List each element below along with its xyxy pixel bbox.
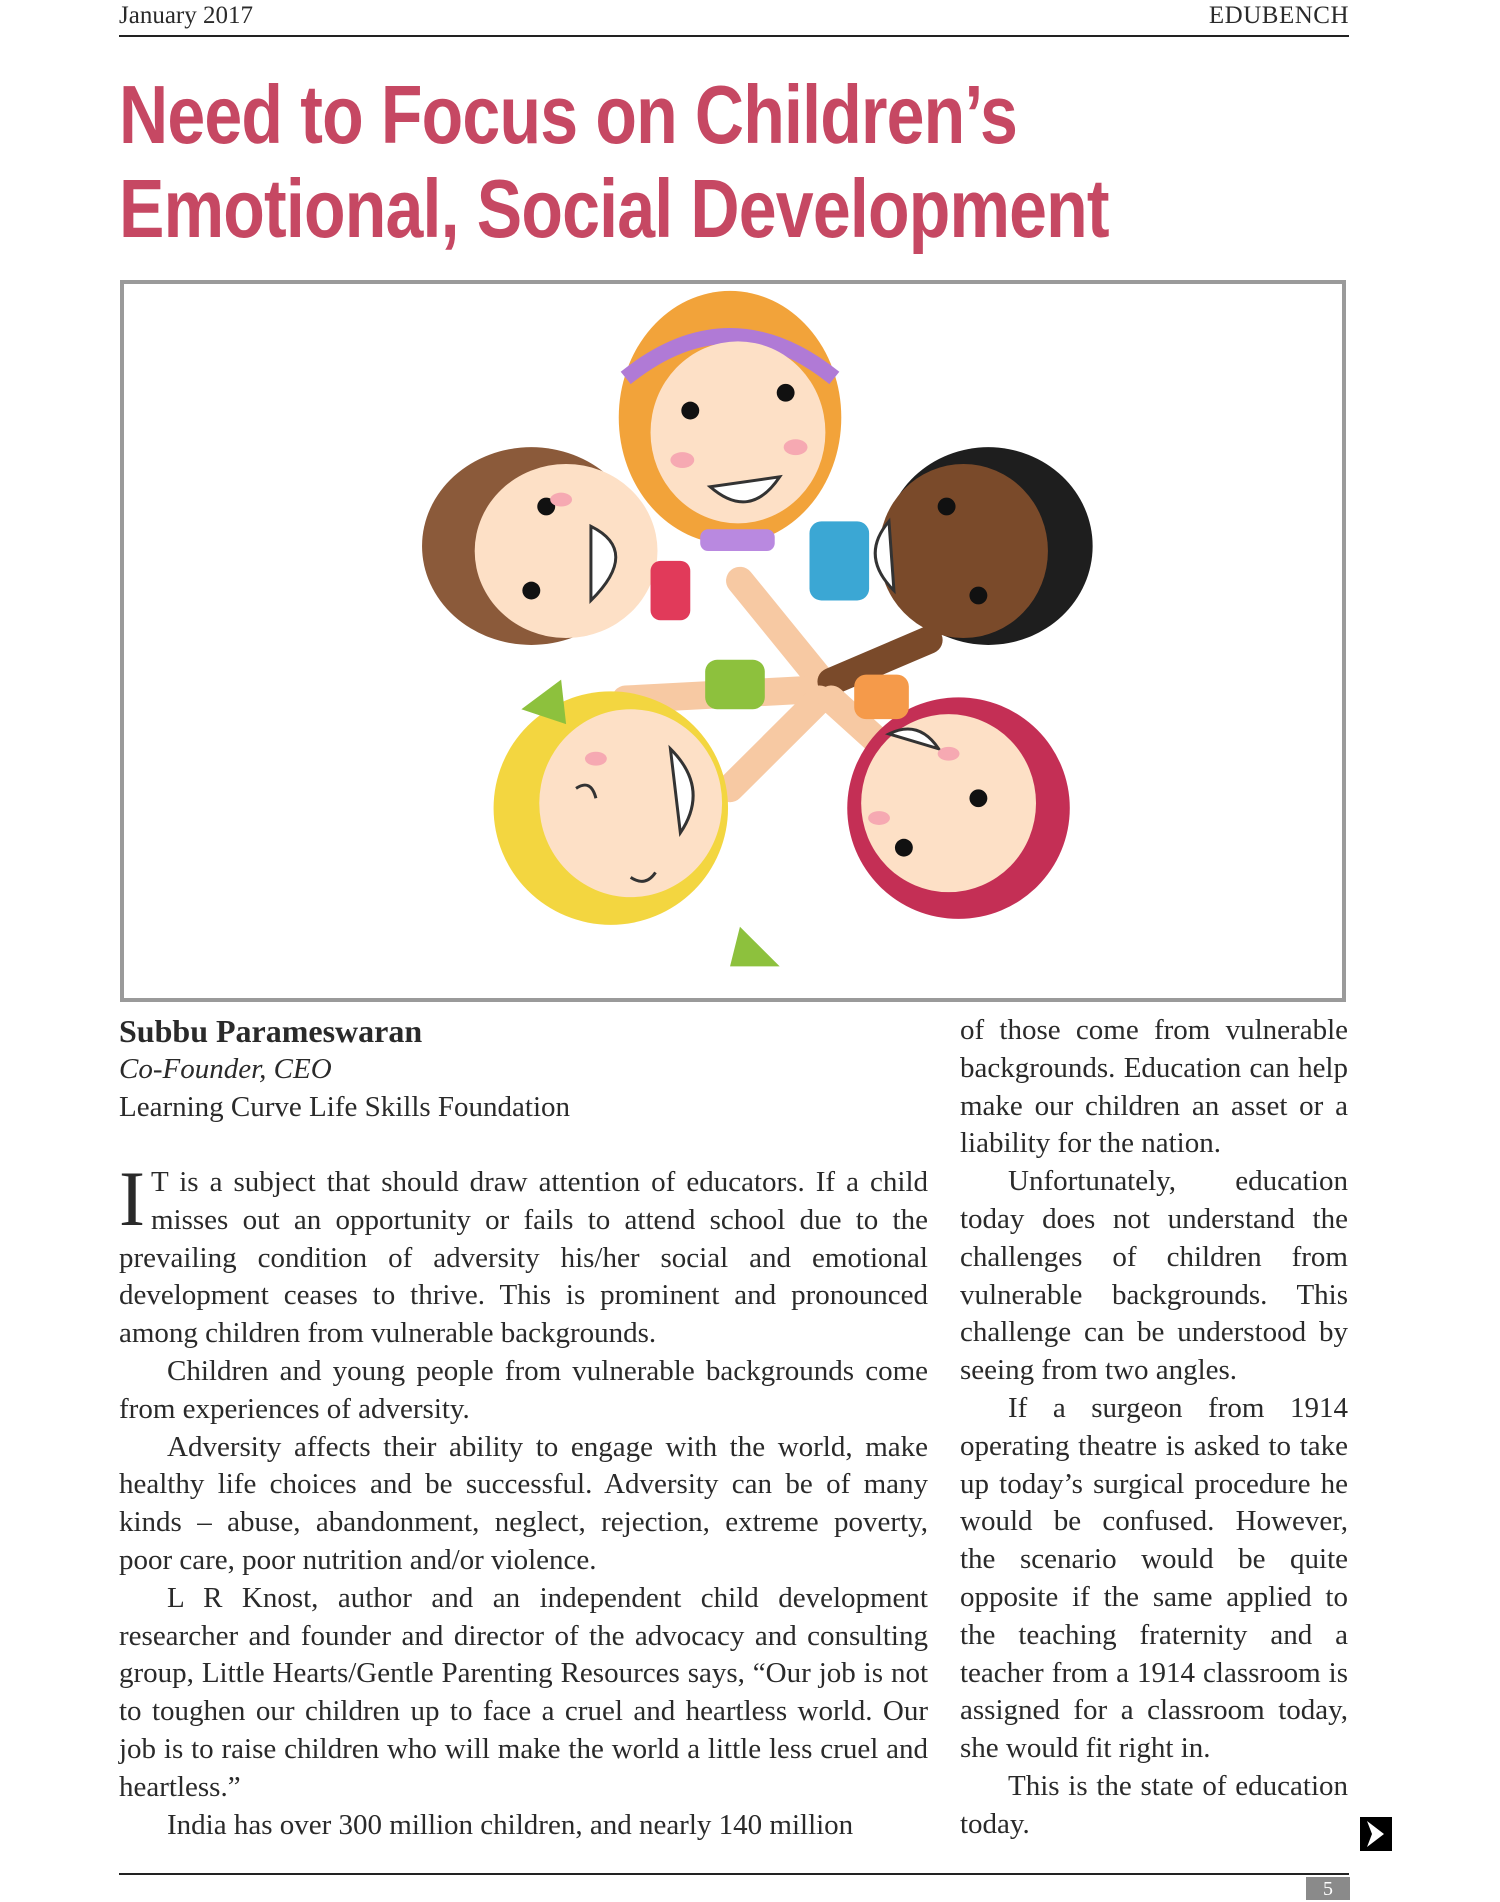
author-role: Co-Founder, CEO xyxy=(119,1053,332,1085)
page-header xyxy=(119,0,1349,37)
paragraph: Adversity affects their ability to engage with the world, make healthy life choices and be successful. Adversity can be of many kinds – abuse, abandonment, neglect, rejection, extreme poverty, poor care, poor nutrition and/or violence. xyxy=(119,1430,928,1576)
author-organization: Learning Curve Life Skills Foundation xyxy=(119,1091,571,1123)
paragraph: If a surgeon from 1914 operating theatre is asked to take up today’s surgical procedure he would be confused. However, the scenario would be quite opposite if the same applied to the teaching fraternity and a teacher from a 1914 classroom is assigned for a classroom today, she would fit right in. xyxy=(960,1391,1348,1765)
article-column-left xyxy=(119,1155,928,1844)
paragraph: This is the state of education today. xyxy=(960,1769,1348,1840)
paragraph: Children and young people from vulnerable backgrounds come from experiences of adversity. xyxy=(119,1354,928,1425)
issue-date: January 2017 xyxy=(119,2,253,29)
paragraph: India has over 300 million children, and nearly 140 million xyxy=(167,1808,854,1841)
article-illustration xyxy=(120,280,1346,1002)
paragraph: L R Knost, author and an independent child development researcher and founder and director of the advocacy and consulting group, Little Hearts/Gentle Parenting Resources says, “Our job is not to toughen our children up to face a cruel and heartless world. Our job is to raise children who will make the world a little less cruel and heartless.” xyxy=(119,1581,928,1803)
paragraph: of those come from vulnerable backgrounds. Education can help make our children an asset or a liability for the nation. xyxy=(960,1014,1348,1160)
children-circle-illustration xyxy=(124,284,1342,998)
paragraph: Unfortunately, education today does not understand the challenges of children from vulnerable backgrounds. This challenge can be understood by seeing from two angles. xyxy=(960,1165,1348,1387)
author-name: Subbu Parameswaran xyxy=(119,1013,423,1049)
footer-rule xyxy=(119,1873,1349,1875)
paragraph: I T is a subject that should draw attention of educators. If a child misses out an opportunity or fails to attend school due to the prevailing condition of adversity his/her social and emotional development ceases to thrive. This is prominent and pronounced among children from vulnerable backgrounds. xyxy=(119,1155,928,1350)
publication-name: EDUBENCH xyxy=(1208,2,1349,29)
page-number: 5 xyxy=(1306,1877,1350,1900)
article-title: Need to Focus on Children’s Emotional, Social Development xyxy=(119,68,1109,255)
drop-cap: I xyxy=(119,1155,145,1242)
article-column-right xyxy=(960,1012,1348,1844)
next-page-arrow-icon[interactable] xyxy=(1360,1817,1392,1851)
author-block xyxy=(119,1012,929,1126)
